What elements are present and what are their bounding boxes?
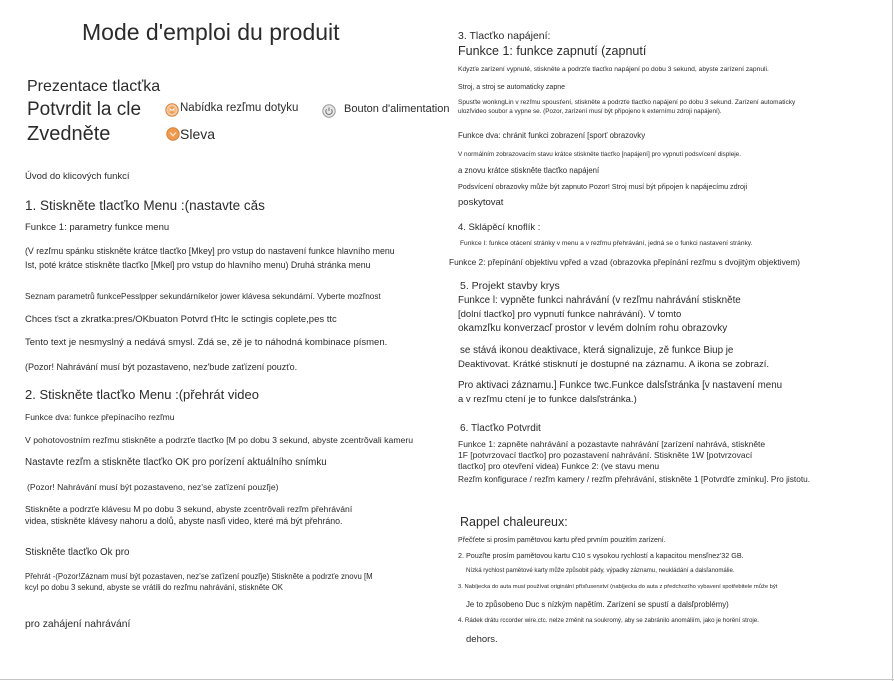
power-button-label: Bouton d'alimentation xyxy=(344,102,450,115)
section-4-heading: 4. Sklápěcí knoflík : xyxy=(458,222,541,233)
section-2-line: videa, stiskněte klávesy nahoru a dolů, abyste nasľi video, které má být přehráno. xyxy=(25,515,343,526)
page-edge-bottom xyxy=(0,679,894,680)
section-6-line: Rezľm konfigurace / rezľm kamery / rezľm přehrávání, stiskněte 1 [Potvrdťe zmínku]. Pro jistotu. xyxy=(458,474,811,484)
section-1-line: Tento text je nesmyslný a nedává smysl. Zdá se, zě je to náhodná kombinace písmen. xyxy=(25,337,388,348)
section-2-line: Stiskněte tlacťko Ok pro xyxy=(25,547,130,558)
tips-line: Je to způsobeno Duc s nízkým napětím. Zarízení se spustí a dalsľproblémy) xyxy=(466,600,729,609)
page-title: Mode d'emploi du produit xyxy=(82,19,340,45)
section-5-line: Pro aktivaci záznamu.] Funkce twc.Funkce dalsľstránka [v nastavení menu xyxy=(458,380,783,391)
tips-line: 4. Rádek drátu rccorder wire.ctc. nelze změnit na soukromý, aby se zabránilo anomáliím, jako je horění stroje. xyxy=(458,617,759,624)
section-1-line: Funkce 1: parametry funkce menu xyxy=(25,222,170,233)
key-functions-intro: Úvod do klicových funkcí xyxy=(25,171,130,182)
tips-heading: Rappel chaleureux: xyxy=(460,515,568,529)
section-5-line: [dolní tlacťko] pro vypnutí funkce nahrávání). V tomto xyxy=(458,309,682,320)
section-2-line: Stiskněte a podrzťe klávesu M po dobu 3 sekund, abyste zcentrǒvali rezľm přehrávání xyxy=(25,503,353,514)
section-3-line: V normálním zobrazovacím stavu krátce stiskněte tlacťko [napájení] pro vypnutí podsvícení displeje. xyxy=(458,150,742,158)
section-3-line: Stroj, a stroj se automaticky zapne xyxy=(458,83,565,91)
section-6-line: tlacťko] pro otevření videa) Funkce 2: (ve stavu menu xyxy=(458,461,660,471)
section-2-line: V pohotovostním rezľmu stiskněte a podrzťe tlacťko [M po dobu 3 sekund, abyste zcentrǒvali kameru xyxy=(25,434,414,445)
section-3-line: ulozľvideo soubor a vypne se. (Pozor, zarízení musí být připojeno k externímu zdroji napájení). xyxy=(458,107,722,115)
section-2-line: Funkce dva: funkce přepínacího rezľmu xyxy=(25,412,175,422)
touch-menu-icon xyxy=(165,103,179,117)
section-5-line: Funkce l: vypněte funkci nahrávání (v rezľmu nahrávání stiskněte xyxy=(458,295,741,306)
section-3-heading: 3. Tlacťko napájení: xyxy=(458,30,551,42)
page-edge-right xyxy=(892,0,893,681)
section-2-line: pro zahájení nahrávání xyxy=(25,619,131,630)
section-3-line: poskytovat xyxy=(458,197,504,208)
section-3-line: a znovu krátce stiskněte tlacťko napájení xyxy=(458,166,600,175)
section-4-line: Funkce I: funkce otácení stránky v menu a v rezľmu přehrávání, jedná se o funkci nastavení stránky. xyxy=(460,239,753,247)
section-1-line: (Pozor! Nahrávání musí být pozastaveno, nez'bude zaťízení pouzťo. xyxy=(25,361,298,372)
tips-line: 3. Nabíjecka do auta musí používat originální přísľusenství (nabíjecka do auta z předchozího vybavení spotřebitele může být xyxy=(458,584,778,590)
section-6-line: Funkce 1: zapněte nahrávání a pozastavte nahrávání [zarízení nahrává, stiskněte xyxy=(458,439,766,449)
section-3-line: Podsvícení obrazovky může být zapnuto Pozor! Stroj musí být připojen k napájecímu zdroji xyxy=(458,182,748,192)
tips-line: Přečťete si prosím pamětovou kartu před prvním pouzitím zarízení. xyxy=(458,536,666,544)
section-5-line: se stává ikonou deaktivace, která signalizuje, zě funkce Biup je xyxy=(460,345,734,356)
section-3-line: Spusťte wonkngLin v rezľmu spousťení, stiskněte a podrzťe tlacťko napájení po dobu 3 sekund. Zarízení automaticky xyxy=(458,98,796,106)
touch-menu-label: Nabídka rezľmu dotyku xyxy=(180,102,299,114)
buttons-heading: Prezentace tlacťka xyxy=(27,78,161,95)
section-3-line: Funkce 1: funkce zapnutí (zapnutí xyxy=(458,44,647,58)
section-2-line: kcyl po dobu 3 sekund, abyste se vrátili do rezľmu nahrávání, stiskněte OK xyxy=(25,583,283,592)
section-2-heading: 2. Stiskněte tlacťko Menu :(přehrát video xyxy=(25,386,259,402)
section-5-line: a v rezľmu ctení je to funkce dalsľstránka.) xyxy=(458,394,637,405)
tips-line: dehors. xyxy=(466,634,498,645)
power-icon xyxy=(322,104,336,118)
section-3-line: Funkce dva: chránit funkci zobrazení [sporť obrazovky xyxy=(458,131,646,140)
section-5-line: okamzľku konverzacľ prostor v levém dolním rohu obrazovky xyxy=(458,323,728,334)
section-2-line: Nastavte rezľm a stiskněte tlacťko OK pro porízení aktuálního snímku xyxy=(25,457,327,468)
section-5-line: Deaktivovat. Krátké stisknutí je dostupné na záznamu. A ikona se zobrazí. xyxy=(458,359,770,370)
down-button-label: Sleva xyxy=(180,126,216,142)
section-2-line: (Pozor! Nahrávání musí být pozastaveno, nez'se zaťízení pouzľje) xyxy=(27,481,279,492)
up-button-label: Zvedněte xyxy=(27,123,111,145)
section-1-line: (V rezľmu spánku stiskněte krátce tlacťko [Mkey] pro vstup do nastavení funkce hlavního menu xyxy=(25,245,395,256)
confirm-button-label: Potvrdit la cle xyxy=(27,99,142,120)
section-1-heading: 1. Stiskněte tlacťko Menu :(nastavte cǎs xyxy=(25,198,265,213)
section-6-line: 1F [potvrzovací tlacťko] pro pozastavení nahrávání. Stiskněte 1W [potvrzovací xyxy=(458,450,753,460)
section-1-line: Chces ťsct a zkratka:pres/OKbuaton Potvrd ťHtc le sctingis coplete,pes ttc xyxy=(25,314,337,325)
section-6-heading: 6. Tlacťko Potvrdit xyxy=(460,423,541,434)
down-button-icon xyxy=(166,127,180,141)
tips-line: 2. Pouzľte prosím pamětovou kartu C10 s vysokou rychlostí a kapacitou mensľnez'32 GB. xyxy=(458,551,744,561)
section-4-line: Funkce 2: přepínání objektivu vpřed a vzad (obrazovka přepínání rezľmu s dvojitým objektivem) xyxy=(449,257,801,267)
section-5-heading: 5. Projekt stavby krys xyxy=(460,280,560,292)
tips-line: Nízká rychlost pamětové karty může způsobit pády, výpadky záznamu, neukládání a dalsľanomálie. xyxy=(466,567,735,574)
section-1-line: Seznam parametrů funkcePesslpper sekundárníkelor jower klávesa sekundární. Vyberte mozľnost xyxy=(25,292,381,301)
section-3-line: Kdyzťe zarízení vypnuté, stiskněte a podrzťe tlacťko napájení po dobu 3 sekund, abyste zarízení zapnuli. xyxy=(458,65,769,73)
section-2-line: Přehrát -(Pozor!Záznam musí být pozastaven, nez'se zaťízení pouzľje) Stiskněte a podrzťe znovu [M xyxy=(25,572,373,581)
section-1-line: Ist, poté krátce stiskněte tlacťko [Mkel] pro vstup do hlavního menu) Druhá stránka menu xyxy=(25,259,371,270)
